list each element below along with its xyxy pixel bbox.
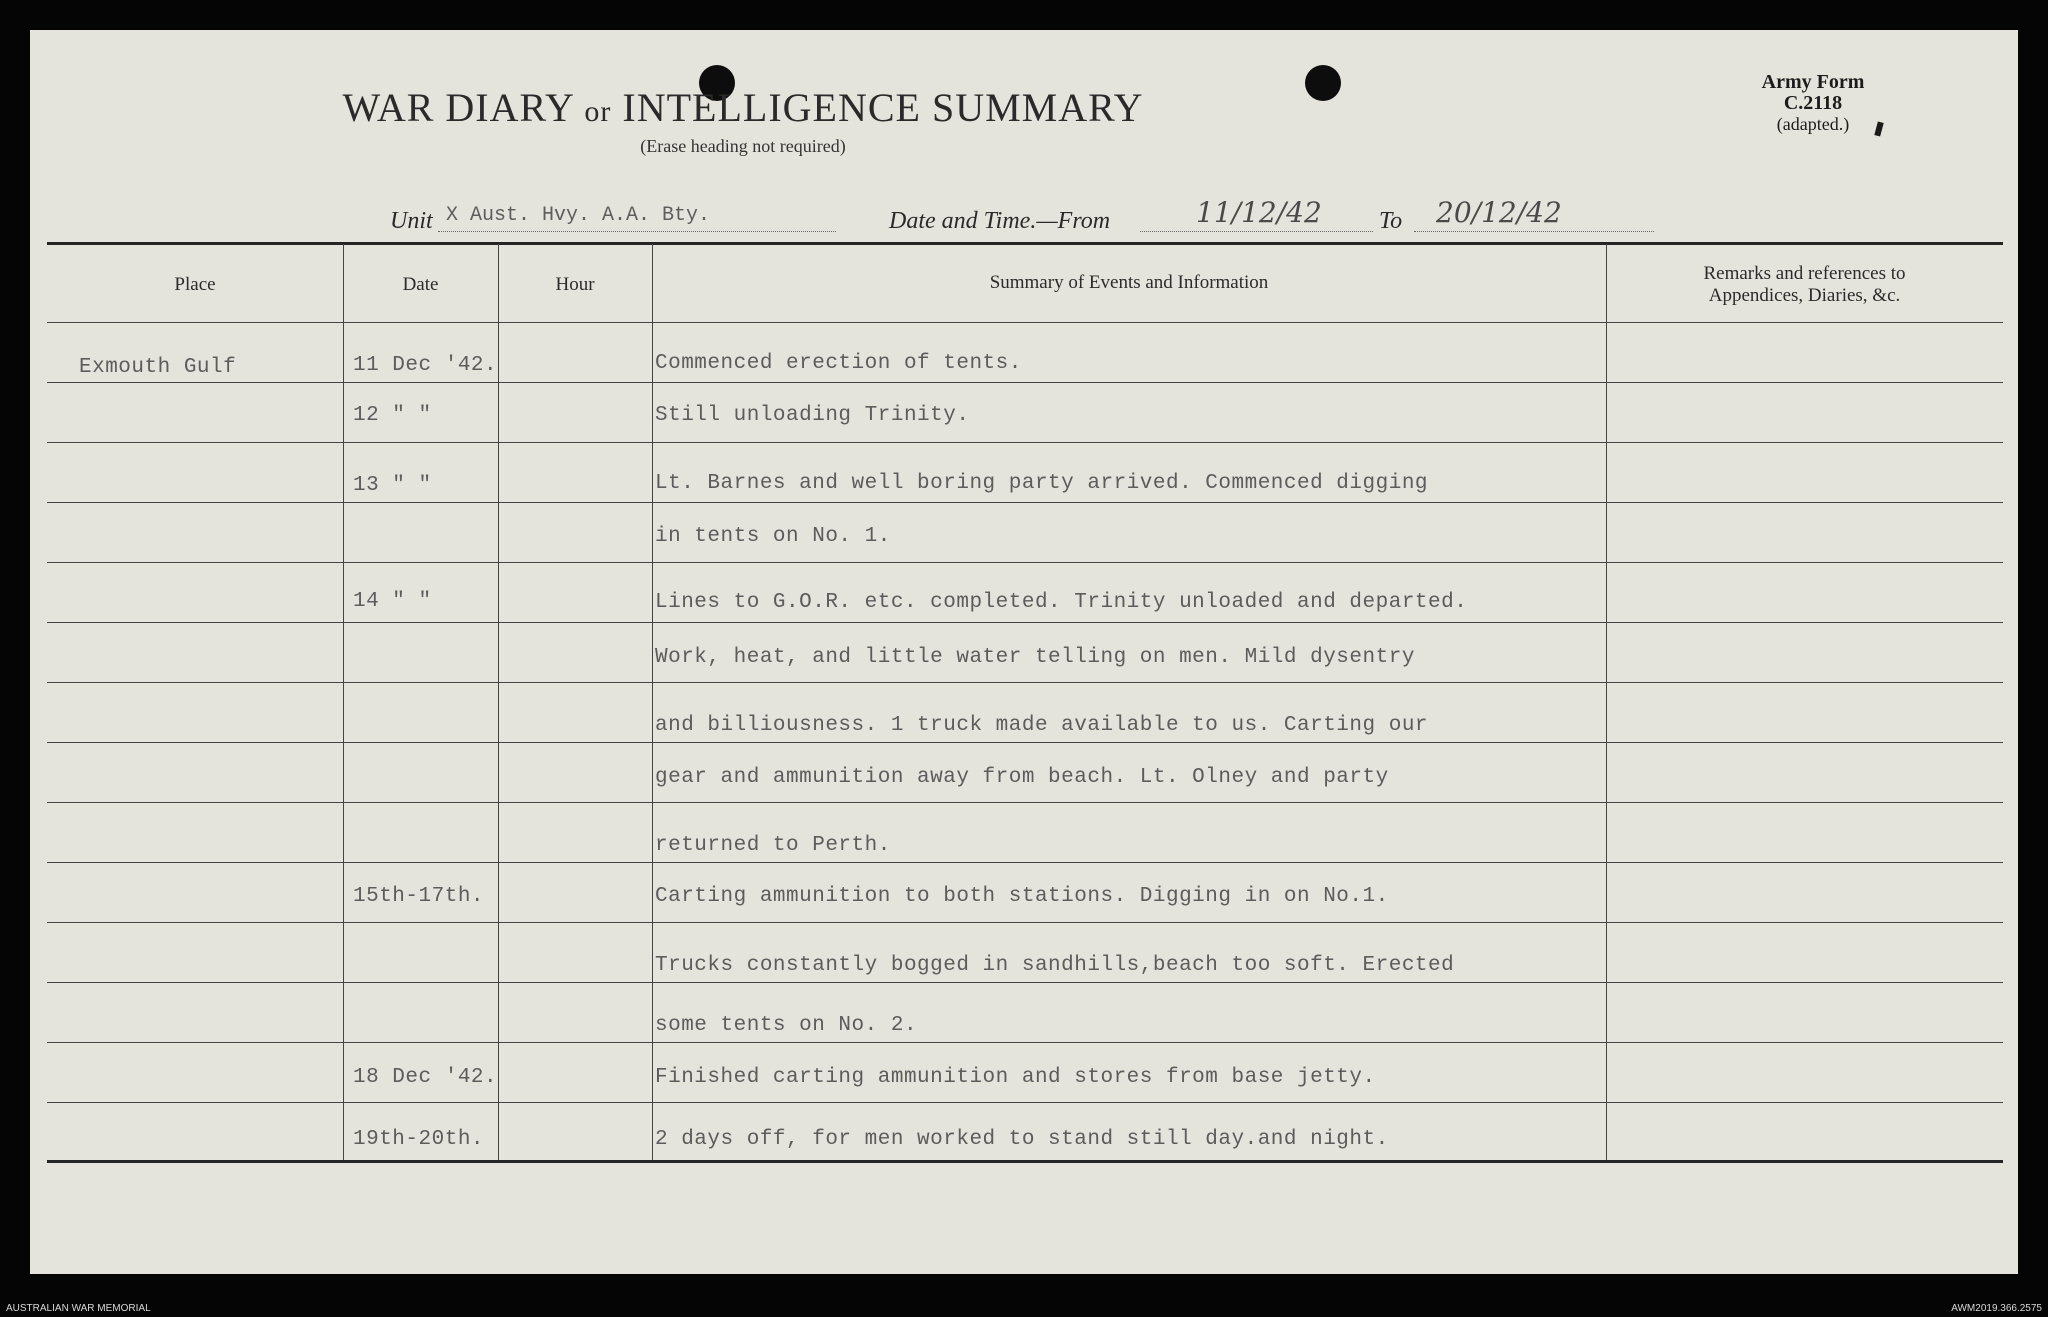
page-subtitle: (Erase heading not required) bbox=[640, 136, 846, 156]
row-summary: gear and ammunition away from beach. Lt. Olney and party bbox=[655, 766, 1389, 789]
row-summary: in tents on No. 1. bbox=[655, 525, 891, 548]
row-summary: Lines to G.O.R. etc. completed. Trinity unloaded and departed. bbox=[655, 591, 1468, 614]
row-rule bbox=[47, 922, 2003, 923]
col-header-summary: Summary of Events and Information bbox=[989, 272, 1269, 293]
row-date: 15th-17th. bbox=[353, 885, 485, 908]
date-from-dotline bbox=[1140, 231, 1373, 232]
army-form-number bbox=[1738, 72, 1888, 135]
row-rule bbox=[47, 382, 2003, 383]
page-title bbox=[0, 84, 1486, 131]
row-summary: 2 days off, for men worked to stand still day.and night. bbox=[655, 1128, 1389, 1151]
col-divider bbox=[652, 244, 653, 1160]
unit-value: X Aust. Hvy. A.A. Bty. bbox=[446, 204, 711, 227]
row-date: 13 " " bbox=[353, 474, 432, 497]
unit-label: Unit bbox=[390, 208, 433, 234]
row-rule bbox=[47, 622, 2003, 623]
col-header-hour: Hour bbox=[555, 274, 595, 295]
title-rest: INTELLIGENCE SUMMARY bbox=[622, 85, 1144, 130]
row-summary: Commenced erection of tents. bbox=[655, 352, 1022, 375]
row-summary: Trucks constantly bogged in sandhills,beach too soft. Erected bbox=[655, 954, 1455, 977]
footer-archive-name: AUSTRALIAN WAR MEMORIAL bbox=[6, 1303, 151, 1314]
row-date: 19th-20th. bbox=[353, 1128, 485, 1151]
row-date: 14 " " bbox=[353, 590, 432, 613]
title-or: or bbox=[584, 95, 612, 128]
table-bottom-rule bbox=[47, 1160, 2003, 1163]
row-summary: returned to Perth. bbox=[655, 834, 891, 857]
row-rule bbox=[47, 862, 2003, 863]
remarks-header-line1: Remarks and references to bbox=[1703, 263, 1906, 284]
row-summary: some tents on No. 2. bbox=[655, 1014, 918, 1037]
title-main: WAR DIARY bbox=[342, 85, 574, 130]
col-divider bbox=[1606, 244, 1607, 1160]
remarks-header-line2: Appendices, Diaries, &c. bbox=[1708, 285, 1901, 306]
row-rule bbox=[47, 982, 2003, 983]
row-summary: and billiousness. 1 truck made available to us. Carting our bbox=[655, 714, 1429, 737]
table-top-rule bbox=[47, 242, 2003, 245]
row-date: 12 " " bbox=[353, 404, 432, 427]
row-date: 18 Dec '42. bbox=[353, 1066, 498, 1089]
footer-archive-id: AWM2019.366.2575 bbox=[1951, 1303, 2042, 1314]
row-summary: Work, heat, and little water telling on men. Mild dysentry bbox=[655, 646, 1415, 669]
row-rule bbox=[47, 1042, 2003, 1043]
date-label: Date and Time.—From bbox=[889, 208, 1111, 234]
unit-dotline bbox=[438, 231, 836, 232]
row-date: 11 Dec '42. bbox=[353, 354, 498, 377]
row-place: Exmouth Gulf bbox=[79, 356, 237, 379]
to-label: To bbox=[1379, 208, 1403, 234]
date-to-value: 20/12/42 bbox=[1436, 196, 1562, 229]
row-summary: Lt. Barnes and well boring party arrived. Commenced digging bbox=[655, 472, 1429, 495]
header-bottom-rule bbox=[47, 322, 2003, 323]
row-rule bbox=[47, 562, 2003, 563]
row-rule bbox=[47, 502, 2003, 503]
row-rule bbox=[47, 442, 2003, 443]
date-from-value: 11/12/42 bbox=[1196, 196, 1322, 229]
row-summary: Finished carting ammunition and stores from base jetty. bbox=[655, 1066, 1376, 1089]
row-rule bbox=[47, 802, 2003, 803]
col-header-place: Place bbox=[174, 274, 216, 295]
row-summary: Still unloading Trinity. bbox=[655, 404, 970, 427]
row-summary: Carting ammunition to both stations. Digging in on No.1. bbox=[655, 885, 1389, 908]
row-rule bbox=[47, 1102, 2003, 1103]
form-adapted: (adapted.) bbox=[1776, 114, 1850, 134]
row-rule bbox=[47, 742, 2003, 743]
date-to-dotline bbox=[1414, 231, 1654, 232]
col-header-date: Date bbox=[402, 274, 439, 295]
col-divider bbox=[343, 244, 344, 1160]
row-rule bbox=[47, 682, 2003, 683]
form-number: Army Form C.2118 bbox=[1761, 71, 1865, 114]
col-divider bbox=[498, 244, 499, 1160]
col-header-remarks bbox=[1606, 263, 2003, 307]
